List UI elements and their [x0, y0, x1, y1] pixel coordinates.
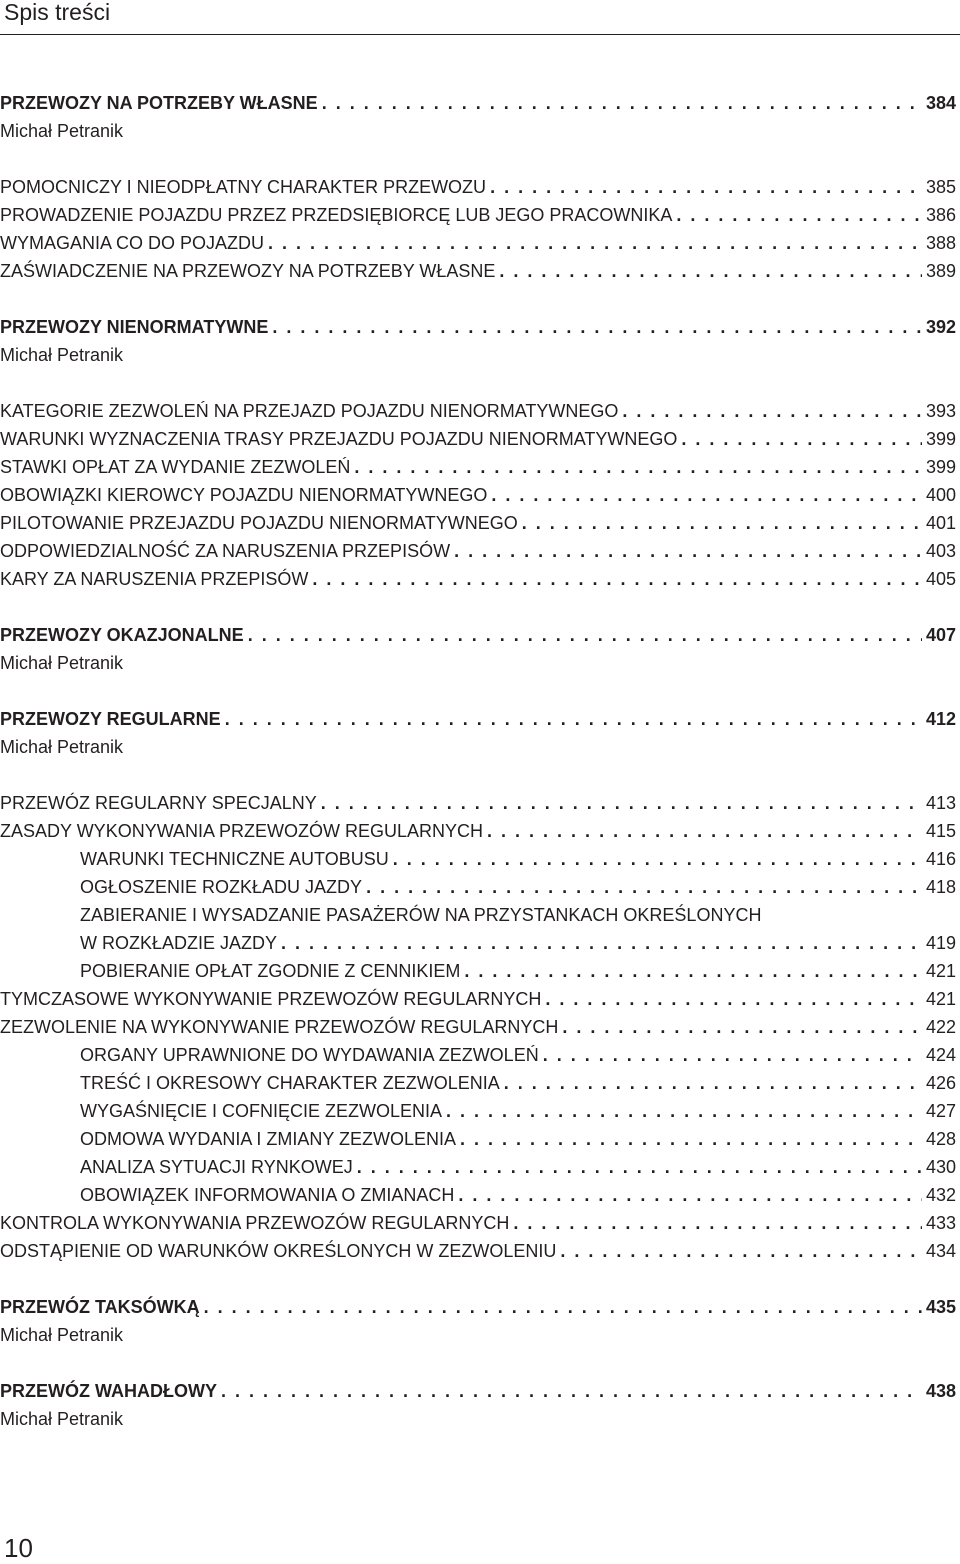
dot-leader	[487, 817, 922, 845]
toc-entry[interactable]	[0, 229, 956, 257]
toc-subentry-label: ODMOWA WYDANIA I ZMIANY ZEZWOLENIA	[80, 1129, 457, 1149]
toc-entry-page-number: 400	[925, 485, 956, 505]
toc-subentry[interactable]	[0, 845, 956, 873]
toc-entry-label: PILOTOWANIE PRZEJAZDU POJAZDU NIENORMATYWNEGO	[0, 513, 518, 533]
dot-leader	[513, 1209, 922, 1237]
section-spacer	[0, 761, 956, 789]
toc-entry-label: KARY ZA NARUSZENIA PRZEPISÓW	[0, 569, 309, 589]
toc-entry-label: ODSTĄPIENIE OD WARUNKÓW OKREŚLONYCH W ZEZWOLENIU	[0, 1241, 557, 1261]
toc-chapter[interactable]	[0, 1293, 956, 1321]
toc-entry[interactable]	[0, 985, 956, 1013]
dot-leader	[321, 789, 922, 817]
toc-entry-label: WARUNKI WYZNACZENIA TRASY PRZEJAZDU POJAZDU NIENORMATYWNEGO	[0, 429, 678, 449]
toc-entry-page-number: 413	[925, 793, 956, 813]
toc-subentry[interactable]	[0, 1125, 956, 1153]
dot-leader	[446, 1097, 922, 1125]
chapter-author: Michał Petranik	[0, 653, 124, 673]
toc-entry[interactable]	[0, 425, 956, 453]
chapter-author: Michał Petranik	[0, 345, 124, 365]
toc-subentry-label: WYGAŚNIĘCIE I COFNIĘCIE ZEZWOLENIA	[80, 1101, 443, 1121]
dot-leader	[499, 257, 922, 285]
toc-subentry[interactable]	[0, 957, 956, 985]
toc-entry[interactable]	[0, 397, 956, 425]
dot-leader	[458, 1181, 922, 1209]
toc-subentry-page-number: 427	[925, 1101, 956, 1121]
section-spacer	[0, 1265, 956, 1293]
toc-subentry-page-number: 426	[925, 1073, 956, 1093]
dot-leader	[464, 957, 922, 985]
toc-chapter[interactable]	[0, 313, 956, 341]
section-spacer	[0, 369, 956, 397]
toc-subentry-label: OGŁOSZENIE ROZKŁADU JAZDY	[80, 877, 363, 897]
toc-entry-page-number: 422	[925, 1017, 956, 1037]
toc-entry-page-number: 393	[925, 401, 956, 421]
toc-subentry[interactable]	[0, 1069, 956, 1097]
toc-subentry[interactable]	[0, 929, 956, 957]
toc-subentry-page-number: 419	[925, 933, 956, 953]
dot-leader	[545, 985, 922, 1013]
toc-entry-label: KATEGORIE ZEZWOLEŃ NA PRZEJAZD POJAZDU NIENORMATYWNEGO	[0, 401, 619, 421]
toc-entry[interactable]	[0, 1013, 956, 1041]
toc-entry[interactable]	[0, 1237, 956, 1265]
dot-leader	[322, 89, 922, 117]
chapter-author: Michał Petranik	[0, 737, 124, 757]
title-divider	[0, 34, 960, 35]
toc-subentry-page-number: 418	[925, 877, 956, 897]
toc-subentry-label: W ROZKŁADZIE JAZDY	[80, 933, 278, 953]
dot-leader	[454, 537, 922, 565]
toc-subentry-label: TREŚĆ I OKRESOWY CHARAKTER ZEZWOLENIA	[80, 1073, 500, 1093]
dot-leader	[366, 873, 922, 901]
toc-chapter[interactable]	[0, 621, 956, 649]
dot-leader	[204, 1293, 922, 1321]
toc-chapter-label: PRZEWOZY NIENORMATYWNE	[0, 317, 269, 337]
toc-entry[interactable]	[0, 565, 956, 593]
toc-entry-page-number: 389	[925, 261, 956, 281]
dot-leader	[312, 565, 922, 593]
toc-subentry[interactable]	[0, 1153, 956, 1181]
toc-entry-page-number: 388	[925, 233, 956, 253]
dot-leader	[522, 509, 922, 537]
dot-leader	[272, 313, 922, 341]
toc-entry[interactable]	[0, 453, 956, 481]
dot-leader	[491, 481, 922, 509]
toc-subentry[interactable]	[0, 1181, 956, 1209]
toc-subentry-page-number: 416	[925, 849, 956, 869]
toc-entry[interactable]	[0, 509, 956, 537]
chapter-author: Michał Petranik	[0, 121, 124, 141]
chapter-author: Michał Petranik	[0, 1325, 124, 1345]
toc-entry-label: PRZEWÓZ REGULARNY SPECJALNY	[0, 793, 317, 813]
dot-leader	[248, 621, 922, 649]
toc-subentry[interactable]	[0, 873, 956, 901]
toc-chapter-page-number: 384	[925, 93, 956, 113]
toc-entry-page-number: 385	[925, 177, 956, 197]
toc-entry-page-number: 399	[925, 457, 956, 477]
toc-chapter[interactable]	[0, 89, 956, 117]
dot-leader	[504, 1069, 922, 1097]
toc-entry[interactable]	[0, 789, 956, 817]
section-spacer	[0, 593, 956, 621]
dot-leader	[681, 425, 922, 453]
dot-leader	[560, 1237, 922, 1265]
dot-leader	[490, 173, 922, 201]
toc-chapter[interactable]	[0, 1377, 956, 1405]
toc-subentry-label: ZABIERANIE I WYSADZANIE PASAŻERÓW NA PRZYSTANKACH OKREŚLONYCH	[80, 905, 762, 925]
dot-leader	[357, 1153, 922, 1181]
toc-chapter-label: PRZEWÓZ WAHADŁOWY	[0, 1381, 217, 1401]
toc-entry-label: POMOCNICZY I NIEODPŁATNY CHARAKTER PRZEWOZU	[0, 177, 487, 197]
toc-subentry-page-number: 430	[925, 1157, 956, 1177]
toc-subentry-page-number: 424	[925, 1045, 956, 1065]
toc-entry[interactable]	[0, 817, 956, 845]
toc-chapter-page-number: 435	[925, 1297, 956, 1317]
dot-leader	[622, 397, 922, 425]
section-spacer	[0, 145, 956, 173]
page-title: Spis treści	[4, 0, 111, 25]
toc-entry[interactable]	[0, 173, 956, 201]
dot-leader	[281, 929, 922, 957]
dot-leader	[460, 1125, 922, 1153]
section-spacer	[0, 285, 956, 313]
dot-leader	[221, 1377, 922, 1405]
toc-chapter-page-number: 438	[925, 1381, 956, 1401]
toc-subentry-page-number: 421	[925, 961, 956, 981]
toc-chapter-label: PRZEWOZY OKAZJONALNE	[0, 625, 244, 645]
toc-entry-page-number: 421	[925, 989, 956, 1009]
toc-entry-page-number: 403	[925, 541, 956, 561]
toc-entry-label: PROWADZENIE POJAZDU PRZEZ PRZEDSIĘBIORCĘ LUB JEGO PRACOWNIKA	[0, 205, 673, 225]
toc-entry-page-number: 415	[925, 821, 956, 841]
dot-leader	[562, 1013, 922, 1041]
section-spacer	[0, 677, 956, 705]
page-number: 10	[4, 1533, 33, 1563]
toc-entry-page-number: 401	[925, 513, 956, 533]
toc-entry-page-number: 386	[925, 205, 956, 225]
toc-chapter-page-number: 407	[925, 625, 956, 645]
table-of-contents	[0, 89, 956, 1433]
toc-entry[interactable]	[0, 537, 956, 565]
toc-entry-label: ZEZWOLENIE NA WYKONYWANIE PRZEWOZÓW REGULARNYCH	[0, 1017, 559, 1037]
toc-entry[interactable]	[0, 257, 956, 285]
toc-entry-page-number: 405	[925, 569, 956, 589]
toc-entry-label: ODPOWIEDZIALNOŚĆ ZA NARUSZENIA PRZEPISÓW	[0, 541, 451, 561]
toc-chapter-page-number: 412	[925, 709, 956, 729]
toc-entry-label: ZAŚWIADCZENIE NA PRZEWOZY NA POTRZEBY WŁASNE	[0, 261, 496, 281]
toc-subentry[interactable]	[0, 1041, 956, 1069]
toc-entry-page-number: 433	[925, 1213, 956, 1233]
toc-entry-label: OBOWIĄZKI KIEROWCY POJAZDU NIENORMATYWNEGO	[0, 485, 488, 505]
chapter-author: Michał Petranik	[0, 1409, 124, 1429]
toc-entry[interactable]	[0, 201, 956, 229]
dot-leader	[393, 845, 922, 873]
toc-entry-label: STAWKI OPŁAT ZA WYDANIE ZEZWOLEŃ	[0, 457, 351, 477]
toc-subentry-label: ANALIZA SYTUACJI RYNKOWEJ	[80, 1157, 353, 1177]
toc-subentry-page-number: 432	[925, 1185, 956, 1205]
toc-subentry[interactable]	[0, 901, 956, 929]
dot-leader	[268, 229, 922, 257]
dot-leader	[676, 201, 922, 229]
toc-chapter-label: PRZEWOZY REGULARNE	[0, 709, 221, 729]
section-spacer	[0, 1349, 956, 1377]
toc-entry-page-number: 434	[925, 1241, 956, 1261]
toc-entry-label: TYMCZASOWE WYKONYWANIE PRZEWOZÓW REGULARNYCH	[0, 989, 542, 1009]
toc-subentry-label: WARUNKI TECHNICZNE AUTOBUSU	[80, 849, 389, 869]
toc-chapter[interactable]	[0, 705, 956, 733]
toc-entry[interactable]	[0, 481, 956, 509]
toc-entry-page-number: 399	[925, 429, 956, 449]
toc-chapter-label: PRZEWÓZ TAKSÓWKĄ	[0, 1297, 200, 1317]
dot-leader	[543, 1041, 922, 1069]
toc-subentry-label: OBOWIĄZEK INFORMOWANIA O ZMIANACH	[80, 1185, 455, 1205]
dot-leader	[225, 705, 922, 733]
toc-entry-label: KONTROLA WYKONYWANIA PRZEWOZÓW REGULARNYCH	[0, 1213, 510, 1233]
toc-chapter-label: PRZEWOZY NA POTRZEBY WŁASNE	[0, 93, 318, 113]
toc-entry[interactable]	[0, 1209, 956, 1237]
toc-chapter-page-number: 392	[925, 317, 956, 337]
dot-leader	[354, 453, 922, 481]
toc-subentry[interactable]	[0, 1097, 956, 1125]
toc-subentry-label: ORGANY UPRAWNIONE DO WYDAWANIA ZEZWOLEŃ	[80, 1045, 539, 1065]
toc-subentry-label: POBIERANIE OPŁAT ZGODNIE Z CENNIKIEM	[80, 961, 461, 981]
toc-subentry-page-number: 428	[925, 1129, 956, 1149]
toc-entry-label: ZASADY WYKONYWANIA PRZEWOZÓW REGULARNYCH	[0, 821, 484, 841]
toc-entry-label: WYMAGANIA CO DO POJAZDU	[0, 233, 265, 253]
